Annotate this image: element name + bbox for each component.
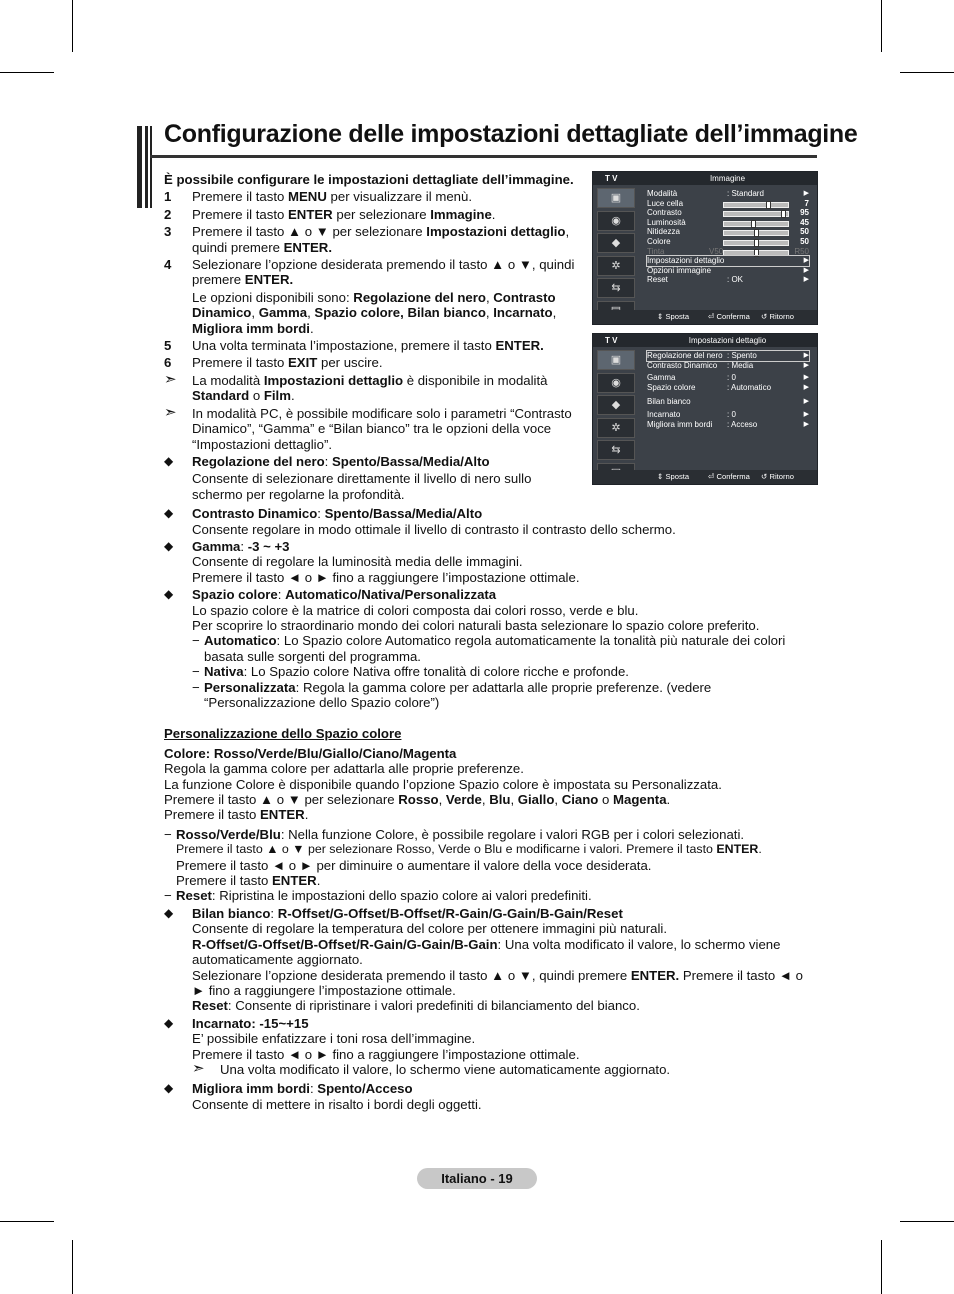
osd-row-label: Opzioni immagine bbox=[647, 265, 712, 275]
arrow-right-icon: ▶ bbox=[803, 352, 809, 359]
note-arrow-icon: ➣ bbox=[192, 1059, 205, 1077]
move-label: Sposta bbox=[665, 472, 690, 481]
gamma-desc-1: Consente di regolare la luminosità media delle immagini. bbox=[192, 554, 523, 570]
step-4: 4 Selezionare l’opzione desiderata premendo il tasto ▲ o ▼, quindi premere ENTER. bbox=[164, 257, 575, 288]
rgb-line-2: Premere il tasto ▲ o ▼ per selezionare Rosso, Verde o Blu e modificarne i valori. Premere il tasto ENTER. bbox=[176, 842, 762, 857]
osd-title: Impostazioni dettaglio bbox=[688, 336, 767, 345]
note-arrow-icon: ➣ bbox=[164, 403, 177, 421]
custom-line-2: La funzione Colore è disponibile quando l’opzione Spazio colore è impostata su Personalizzata. bbox=[164, 776, 722, 792]
back-label: Ritorno bbox=[769, 312, 794, 321]
diamond-icon: ◆ bbox=[164, 905, 174, 920]
item-white-balance: ◆ Bilan bianco: R-Offset/G-Offset/B-Offset/R-Gain/G-Gain/B-Gain/Reset bbox=[164, 905, 623, 921]
diamond-icon: ◆ bbox=[164, 538, 174, 553]
color-space-auto: − Automatico: Lo Spazio colore Automatico regola automaticamente la tonalità più naturale dei colori basata sulle sorgenti del programma. bbox=[192, 633, 786, 664]
picture-icon: ▣ bbox=[597, 188, 635, 208]
osd-row-label: Spazio colore bbox=[647, 382, 696, 392]
rgb-line-3: Premere il tasto ◄ o ► per diminuire o aumentare il valore della voce desiderata. bbox=[176, 857, 652, 873]
move-hint: ⇕ Sposta bbox=[657, 312, 690, 321]
item-edge-enhancement: ◆ Migliora imm bordi: Spento/Acceso bbox=[164, 1081, 413, 1097]
osd-row-number: 50 bbox=[800, 227, 809, 237]
osd-row-label: Contrasto Dinamico bbox=[647, 360, 718, 370]
osd-row-value: : Automatico bbox=[727, 382, 772, 392]
osd-row-label: Regolazione del nero bbox=[647, 351, 723, 360]
white-balance-desc-4: Reset: Consente di ripristinare i valori predefiniti di bilanciamento del bianco. bbox=[192, 998, 640, 1014]
gamma-desc-2: Premere il tasto ◄ o ► fino a raggiungere l’impostazione ottimale. bbox=[192, 569, 580, 585]
sound-icon: ◉ bbox=[597, 373, 635, 393]
osd-row-number: 7 bbox=[804, 198, 809, 208]
move-label: Sposta bbox=[665, 312, 690, 321]
crop-mark bbox=[881, 1240, 882, 1294]
document-body bbox=[164, 172, 816, 1112]
osd-row-value: : OK bbox=[727, 275, 744, 285]
osd-row-value: : Standard bbox=[727, 189, 764, 198]
osd-row-label: Reset bbox=[647, 275, 668, 285]
confirm-hint: ⏎ Conferma bbox=[708, 312, 750, 321]
crop-mark bbox=[900, 1221, 954, 1222]
osd-row-label: Nitidezza bbox=[647, 227, 680, 237]
flesh-tone-desc-2: Premere il tasto ◄ o ► fino a raggiungere l’impostazione ottimale. bbox=[192, 1046, 580, 1062]
osd-row-label: Contrasto bbox=[647, 208, 682, 218]
rgb-item: − Rosso/Verde/Blu: Nella funzione Colore, è possibile regolare i valori RGB per i colori selezionati. bbox=[164, 826, 745, 842]
back-hint: ↺ Ritorno bbox=[761, 472, 794, 481]
osd-tint-left: V50 bbox=[709, 246, 724, 256]
step-1: 1 Premere il tasto MENU per visualizzare il menù. bbox=[164, 189, 472, 205]
arrow-right-icon: ▶ bbox=[803, 383, 809, 391]
osd-row-label: Migliora imm bordi bbox=[647, 419, 713, 429]
osd-row-label: Tinta bbox=[647, 246, 665, 256]
osd-tv-label: T V bbox=[605, 336, 618, 345]
color-space-desc-2: Per scoprire lo straordinario mondo dei colori naturali basta selezionare lo spazio colore preferito. bbox=[192, 617, 760, 633]
diamond-icon: ◆ bbox=[164, 1015, 174, 1030]
reset-item: − Reset: Ripristina le impostazioni dello spazio colore ai valori predefiniti. bbox=[164, 888, 592, 904]
osd-row-label: Gamma bbox=[647, 373, 676, 383]
diamond-icon: ◆ bbox=[164, 1081, 174, 1096]
crop-mark bbox=[881, 0, 882, 52]
arrow-right-icon: ▶ bbox=[803, 420, 809, 428]
edge-enhancement-desc: Consente di mettere in risalto i bordi degli oggetti. bbox=[192, 1096, 482, 1112]
white-balance-desc-2: R-Offset/G-Offset/B-Offset/R-Gain/G-Gain/B-Gain: Una volta modificato il valore, lo schermo viene automaticamente aggiornato. bbox=[192, 936, 781, 968]
osd-row-label: Colore bbox=[647, 236, 671, 246]
setup-icon: ✲ bbox=[597, 418, 635, 438]
osd-row-label: Luce cella bbox=[647, 198, 684, 208]
item-color-space: ◆ Spazio colore: Automatico/Nativa/Personalizzata bbox=[164, 587, 497, 603]
custom-line-4: Premere il tasto ENTER. bbox=[164, 807, 309, 823]
arrow-right-icon: ▶ bbox=[803, 410, 809, 418]
osd-row-number: 95 bbox=[800, 208, 809, 218]
arrow-right-icon: ▶ bbox=[803, 276, 809, 284]
osd-row-label: Bilan bianco bbox=[647, 397, 691, 407]
osd-row-value: : Acceso bbox=[727, 419, 758, 429]
white-balance-desc-1: Consente di regolare la temperatura del colore per ottenere immagini più naturali. bbox=[192, 921, 668, 937]
confirm-hint: ⏎ Conferma bbox=[708, 472, 750, 481]
page-title: Configurazione delle impostazioni dettagliate dell’immagine bbox=[164, 120, 858, 148]
arrow-right-icon: ▶ bbox=[803, 374, 809, 382]
step-3: 3 Premere il tasto ▲ o ▼ per selezionare Impostazioni dettaglio, quindi premere ENTER. bbox=[164, 224, 570, 255]
sound-icon: ◉ bbox=[597, 211, 635, 231]
custom-line-3: Premere il tasto ▲ o ▼ per selezionare Rosso, Verde, Blu, Giallo, Ciano o Magenta. bbox=[164, 792, 671, 808]
osd-row-number: 45 bbox=[800, 217, 809, 227]
flesh-tone-note: ➣ Una volta modificato il valore, lo schermo viene automaticamente aggiornato. bbox=[192, 1059, 671, 1077]
arrow-right-icon: ▶ bbox=[803, 361, 809, 369]
osd-row-label: Impostazioni dettaglio bbox=[647, 256, 725, 266]
crop-mark bbox=[900, 72, 954, 73]
dynamic-contrast-desc: Consente regolare in modo ottimale il livello di contrasto il contrasto dello schermo. bbox=[192, 521, 676, 537]
intro: È possibile configurare le impostazioni dettagliate dell’immagine. bbox=[164, 172, 574, 187]
osd-row-number: 50 bbox=[800, 236, 809, 246]
crop-mark bbox=[72, 1240, 73, 1294]
arrow-right-icon: ▶ bbox=[803, 398, 809, 406]
item-black-level: ◆ Regolazione del nero: Spento/Bassa/Media/Alto bbox=[164, 453, 490, 469]
white-balance-desc-3: Selezionare l’opzione desiderata premendo il tasto ▲ o ▼, quindi premere ENTER. Premere il tasto ◄ o ► fino a raggiungere l’impostazione ottimale. bbox=[192, 967, 803, 998]
confirm-label: Conferma bbox=[716, 472, 750, 481]
input-icon: ⇆ bbox=[597, 278, 635, 298]
note-mode: ➣ La modalità Impostazioni dettaglio è disponibile in modalità Standard o Film. bbox=[164, 370, 548, 404]
osd-row-value: : 0 bbox=[727, 373, 736, 383]
osd-tint-right: R50 bbox=[794, 246, 809, 256]
crop-mark bbox=[0, 1221, 54, 1222]
title-rule bbox=[150, 155, 817, 158]
flesh-tone-desc-1: E’ possibile enfatizzare i toni rosa dell’immagine. bbox=[192, 1031, 476, 1047]
osd-row-label: Incarnato bbox=[647, 409, 681, 419]
move-hint: ⇕ Sposta bbox=[657, 472, 690, 481]
color-heading: Colore: Rosso/Verde/Blu/Giallo/Ciano/Magenta bbox=[164, 745, 457, 761]
osd-tv-label: T V bbox=[605, 174, 618, 183]
osd-row-label: Modalità bbox=[647, 189, 678, 198]
diamond-icon: ◆ bbox=[164, 506, 174, 521]
black-level-desc: Consente di selezionare direttamente il livello di nero sullo schermo per regolarne la profondità. bbox=[192, 471, 532, 502]
crop-mark bbox=[72, 0, 73, 52]
back-hint: ↺ Ritorno bbox=[761, 312, 794, 321]
step-2: 2 Premere il tasto ENTER per selezionare Immagine. bbox=[164, 206, 496, 222]
title-decoration bbox=[137, 126, 153, 208]
osd-row-value: : Media bbox=[727, 360, 754, 370]
back-label: Ritorno bbox=[769, 472, 794, 481]
diamond-icon: ◆ bbox=[164, 453, 174, 468]
input-icon: ⇆ bbox=[597, 440, 635, 460]
color-space-native: − Nativa: Lo Spazio colore Nativa offre tonalità di colore ricche e profonde. bbox=[192, 664, 629, 680]
channel-icon: ◆ bbox=[597, 233, 635, 253]
item-flesh-tone: ◆ Incarnato: -15~+15 bbox=[164, 1015, 309, 1031]
section-heading: Personalizzazione dello Spazio colore bbox=[164, 726, 402, 742]
setup-icon: ✲ bbox=[597, 256, 635, 276]
color-space-custom: − Personalizzata: Regola la gamma colore per adattarla alle proprie preferenze. (vedere “Personalizzazione dello Spazio colore”) bbox=[192, 679, 712, 710]
confirm-label: Conferma bbox=[716, 312, 750, 321]
note-pc: ➣ In modalità PC, è possibile modificare solo i parametri “Contrasto Dinamico”, “Gamma” e “Bilan bianco” tra le opzioni della voce “Impostazioni dettaglio”. bbox=[164, 403, 572, 452]
step-6: 6 Premere il tasto EXIT per uscire. bbox=[164, 355, 383, 371]
step-4-options: Le opzioni disponibili sono: Regolazione del nero, Contrasto Dinamico, Gamma, Spazio colore, Bilan bianco, Incarnato, Migliora imm bordi. bbox=[192, 289, 557, 336]
page-number-badge: Italiano - 19 bbox=[417, 1168, 537, 1189]
item-gamma: ◆ Gamma: -3 ~ +3 bbox=[164, 538, 290, 554]
color-space-desc-1: Lo spazio colore è la matrice di colori composta dai colori rosso, verde e blu. bbox=[192, 602, 639, 618]
osd-row-value: : 0 bbox=[727, 409, 736, 419]
step-5: 5 Una volta terminata l’impostazione, premere il tasto ENTER. bbox=[164, 338, 544, 354]
picture-icon: ▣ bbox=[597, 350, 635, 370]
diamond-icon: ◆ bbox=[164, 587, 174, 602]
channel-icon: ◆ bbox=[597, 395, 635, 415]
osd-title: Immagine bbox=[709, 174, 746, 183]
crop-mark bbox=[0, 72, 54, 73]
arrow-right-icon: ▶ bbox=[803, 266, 809, 274]
osd-row-label: Luminosità bbox=[647, 217, 686, 227]
note-arrow-icon: ➣ bbox=[164, 370, 177, 388]
arrow-right-icon: ▶ bbox=[803, 190, 809, 197]
item-dynamic-contrast: ◆ Contrasto Dinamico: Spento/Bassa/Media/Alto bbox=[164, 506, 483, 522]
arrow-right-icon: ▶ bbox=[803, 257, 809, 265]
custom-line-1: Regola la gamma colore per adattarla alle proprie preferenze. bbox=[164, 761, 524, 777]
osd-row-value: : Spento bbox=[727, 351, 757, 360]
rgb-line-4: Premere il tasto ENTER. bbox=[176, 873, 321, 889]
